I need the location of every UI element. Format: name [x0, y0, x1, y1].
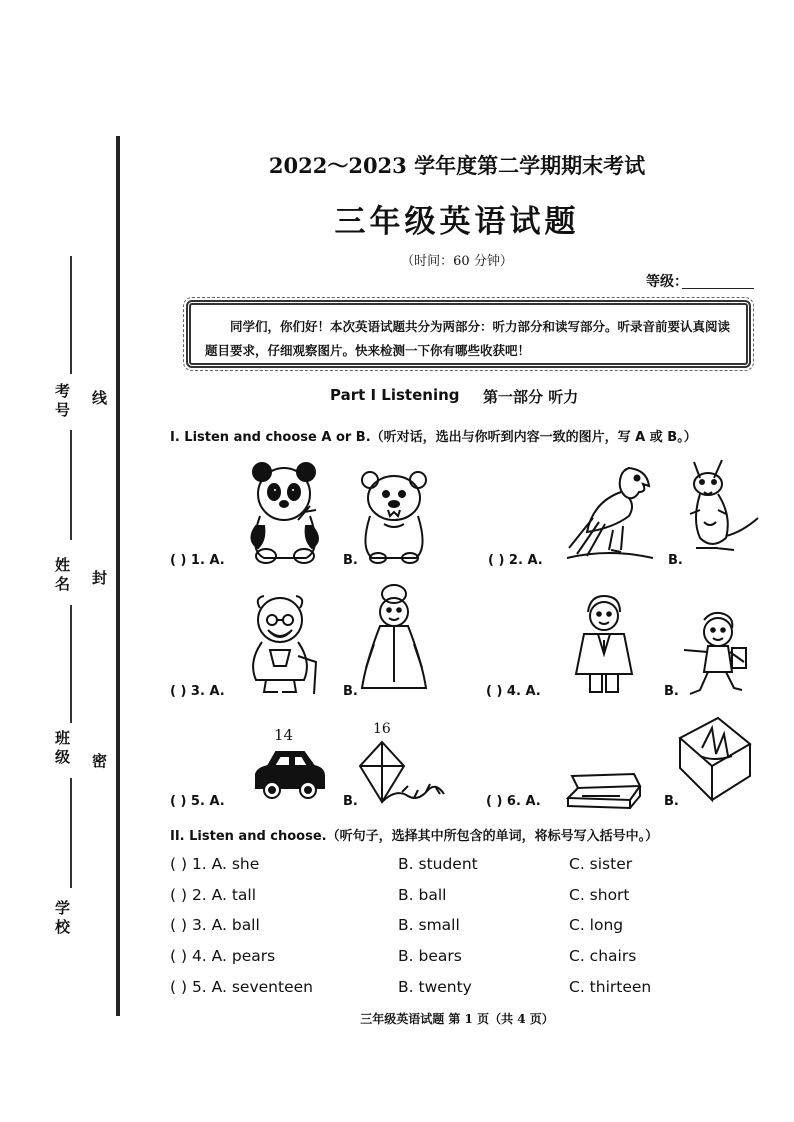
- item2-b: B.: [668, 553, 683, 568]
- s2-row1-c: C. sister: [569, 855, 633, 873]
- eagle-picture: [563, 462, 657, 566]
- item2-label: ( ) 2. A.: [488, 553, 543, 568]
- name-label: 姓名: [53, 557, 71, 595]
- item6-label: ( ) 6. A.: [486, 794, 541, 809]
- kite-picture: [356, 740, 446, 808]
- s2-row3-c: C. long: [569, 916, 624, 934]
- s2-row3-a: ( ) 3. A. ball: [170, 916, 260, 934]
- s2-row4-b: B. bears: [398, 947, 462, 965]
- exam-title: 三年级英语试题: [334, 204, 580, 240]
- grade-blank[interactable]: [682, 288, 754, 289]
- s2-row5-c: C. thirteen: [569, 978, 652, 996]
- item5-b: B.: [343, 794, 358, 809]
- item3-label: ( ) 3. A.: [170, 684, 225, 699]
- s2-row4-a: ( ) 4. A. pears: [170, 947, 276, 965]
- grade-label: 等级：: [646, 274, 688, 290]
- car-number: 14: [274, 726, 294, 744]
- notice-box: [186, 300, 751, 368]
- name-blank: [70, 430, 72, 540]
- exam-no-label: 考号: [53, 383, 71, 421]
- man-picture: [570, 594, 638, 698]
- exam-time: （时间：60 分钟）: [401, 254, 513, 269]
- exam-heading: 2022～2023 学年度第二学期期末考试: [268, 153, 646, 178]
- s2-row1-a: ( ) 1. A. she: [170, 855, 260, 873]
- s2-row5-b: B. twenty: [398, 978, 472, 996]
- pencil-box-picture: [564, 770, 644, 814]
- panda-picture: [240, 460, 328, 564]
- item5-label: ( ) 5. A.: [170, 794, 225, 809]
- part1-title-en: Part Ⅰ Listening: [330, 386, 460, 404]
- section1-instruction: I. Listen and choose A or B.（听对话，选出与你听到内容一致的图片，写 A 或 B。）: [170, 430, 697, 445]
- grandma-picture: [358, 582, 432, 696]
- grandpa-picture: [240, 590, 330, 698]
- item3-b: B.: [343, 684, 358, 699]
- s2-row2-b: B. ball: [398, 886, 447, 904]
- item6-b: B.: [664, 794, 679, 809]
- exam-no-blank: [70, 256, 72, 374]
- kangaroo-picture: [682, 458, 760, 564]
- s2-row4-c: C. chairs: [569, 947, 637, 965]
- item4-label: ( ) 4. A.: [486, 684, 541, 699]
- page-footer: 三年级英语试题 第 1 页（共 4 页）: [360, 1012, 554, 1026]
- school-blank: [70, 778, 72, 888]
- school-label: 学校: [53, 900, 71, 938]
- item1-b: B.: [343, 553, 358, 568]
- seal-mi: 密: [92, 752, 108, 770]
- s2-row2-c: C. short: [569, 886, 630, 904]
- s2-row2-a: ( ) 2. A. tall: [170, 886, 257, 904]
- seal-xian: 线: [92, 389, 108, 407]
- seal-feng: 封: [92, 569, 108, 587]
- box-picture: [676, 714, 752, 804]
- class-label: 班级: [53, 730, 71, 768]
- bear-picture: [354, 468, 434, 566]
- kite-number: 16: [373, 721, 391, 737]
- part1-title-cn: 第一部分 听力: [483, 388, 579, 406]
- car-picture: [250, 748, 330, 802]
- boy-picture: [678, 610, 756, 700]
- section2-instruction: II. Listen and choose.（听句子，选择其中所包含的单词，将标号写入括号中。）: [170, 829, 659, 844]
- s2-row3-b: B. small: [398, 916, 460, 934]
- notice-text: 同学们，你们好！本次英语试题共分为两部分：听力部分和读写部分。听录音前要认真阅读题目要求，仔细观察图片。快来检测一下你有哪些收获吧！: [205, 319, 731, 358]
- item4-b: B.: [664, 684, 679, 699]
- s2-row5-a: ( ) 5. A. seventeen: [170, 978, 313, 996]
- item1-label: ( ) 1. A.: [170, 553, 225, 568]
- class-blank: [70, 605, 72, 723]
- s2-row1-b: B. student: [398, 855, 478, 873]
